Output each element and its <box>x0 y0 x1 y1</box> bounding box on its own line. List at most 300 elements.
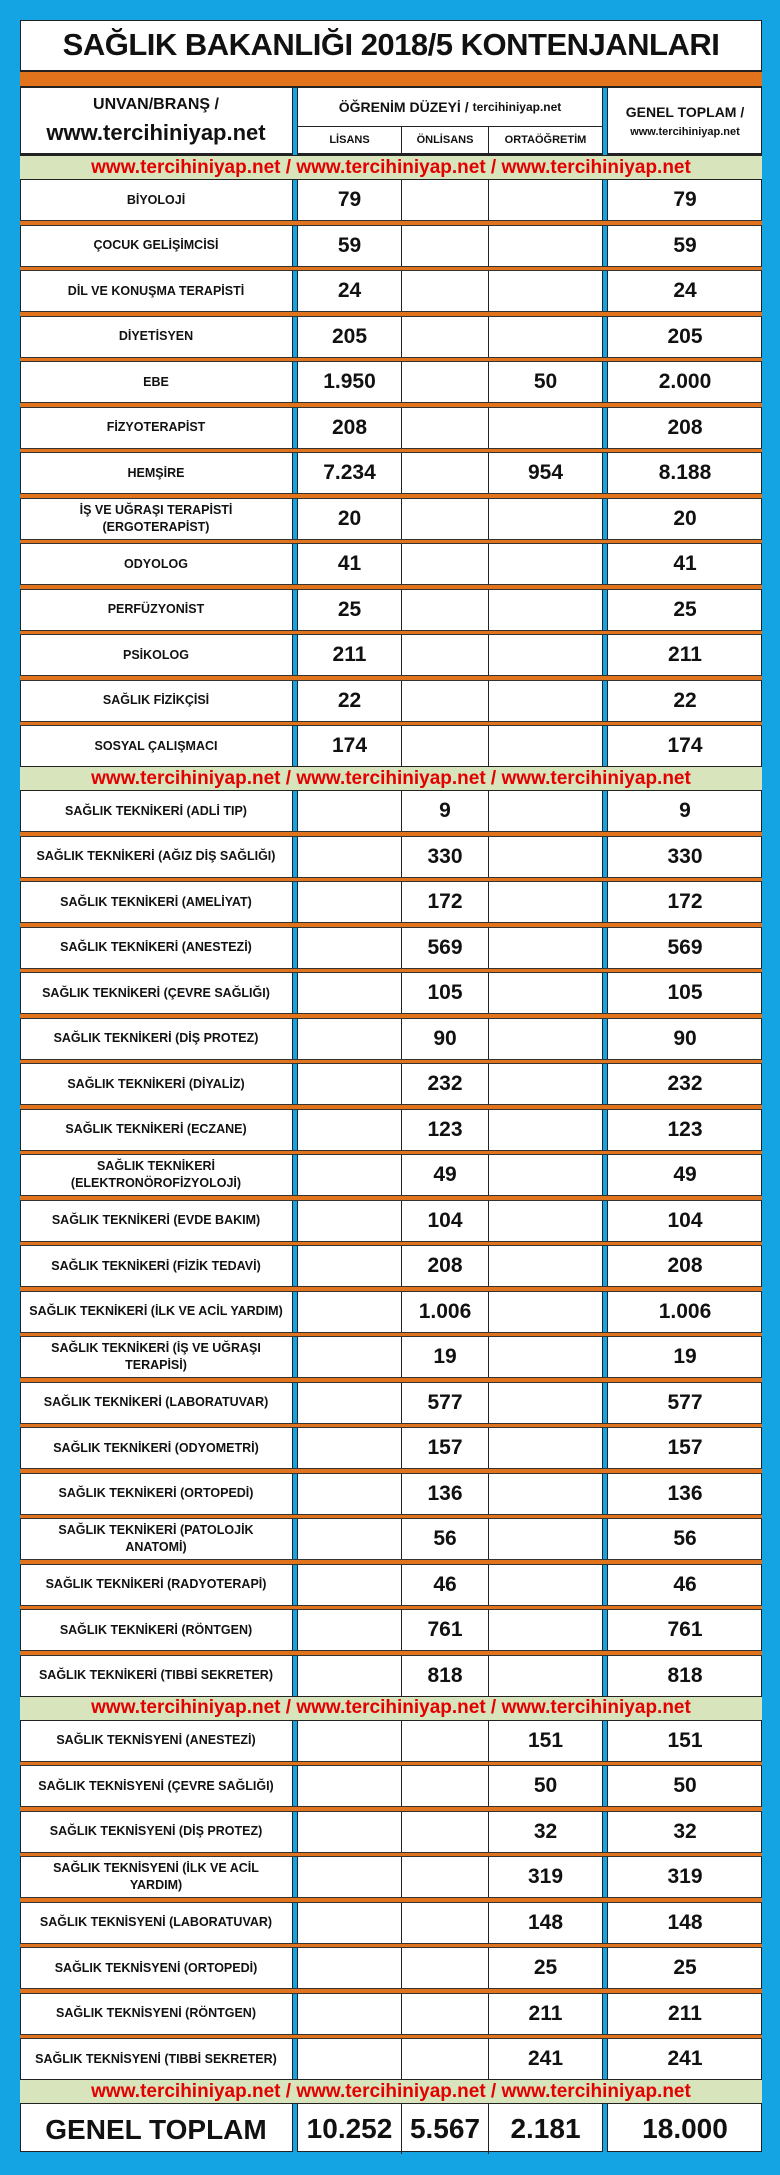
cell-ortaogretim <box>489 180 602 220</box>
site-banner: www.tercihiniyap.net / www.tercihiniyap.net / www.tercihiniyap.net <box>20 155 762 180</box>
table-row <box>20 1019 762 1059</box>
header-ortaogretim: ORTAÖĞRETİM <box>504 133 587 146</box>
table-row <box>20 1721 762 1761</box>
row-separator <box>20 675 762 681</box>
row-name: SOSYAL ÇALIŞMACI <box>94 738 218 753</box>
row-separator <box>20 493 762 499</box>
cell-genel-toplam: 25 <box>673 1956 697 1979</box>
row-separator <box>20 1806 762 1812</box>
cell-genel-toplam: 319 <box>667 1865 703 1888</box>
header-ogrenim-label: ÖĞRENİM DÜZEYİ / <box>338 98 469 115</box>
row-name: İŞ VE UĞRAŞI TERAPİSTİ (ERGOTERAPİST) <box>79 502 233 534</box>
cell-ortaogretim <box>489 1474 602 1514</box>
cell-ortaogretim <box>489 499 602 539</box>
table-row <box>20 1656 762 1696</box>
row-separator <box>20 402 762 408</box>
cell-ortaogretim <box>489 408 602 448</box>
row-name: SAĞLIK TEKNİKERİ (ECZANE) <box>65 1122 247 1136</box>
cell-onlisans: 105 <box>402 973 489 1013</box>
header-unvan <box>20 88 292 155</box>
cell-genel-toplam: 104 <box>667 1208 703 1232</box>
row-name: PSİKOLOG <box>123 647 189 662</box>
cell-lisans <box>298 1474 402 1514</box>
cell-genel-toplam: 2.000 <box>658 370 712 393</box>
cell-lisans <box>298 882 402 922</box>
cell-genel-toplam: 136 <box>667 1481 703 1505</box>
table-row <box>20 544 762 584</box>
cell-lisans: 10.252 <box>298 2104 402 2154</box>
cell-lisans: 25 <box>298 590 402 630</box>
cell-ortaogretim: 954 <box>527 461 564 484</box>
row-separator <box>20 539 762 545</box>
cell-lisans <box>298 1201 402 1241</box>
row-separator <box>20 1195 762 1201</box>
cell-ortaogretim <box>489 1337 602 1377</box>
cell-onlisans <box>402 408 489 448</box>
cell-ortaogretim <box>489 271 602 311</box>
cell-onlisans <box>402 271 489 311</box>
row-name: SAĞLIK TEKNİKERİ (RADYOTERAPİ) <box>45 1577 267 1591</box>
cell-onlisans: 136 <box>402 1474 489 1514</box>
table-row <box>20 317 762 357</box>
cell-ortaogretim: 319 <box>527 1865 564 1888</box>
cell-lisans <box>298 2039 402 2079</box>
row-name: SAĞLIK TEKNİSYENİ (ORTOPEDİ) <box>54 1960 258 1975</box>
row-name: SAĞLIK TEKNİKERİ (PATOLOJİK ANATOMİ) <box>58 1523 254 1554</box>
cell-ortaogretim: 2.181 <box>510 2113 581 2144</box>
row-separator <box>20 1423 762 1429</box>
cell-lisans <box>298 1292 402 1332</box>
row-separator <box>20 1605 762 1611</box>
cell-lisans <box>298 1337 402 1377</box>
cell-lisans <box>298 1721 402 1761</box>
cell-ortaogretim <box>489 1019 602 1059</box>
cell-lisans <box>298 1948 402 1988</box>
cell-ortaogretim: 50 <box>533 1774 558 1797</box>
row-name: SAĞLIK TEKNİKERİ (TIBBİ SEKRETER) <box>38 1668 274 1682</box>
cell-genel-toplam: 50 <box>673 1774 697 1797</box>
row-name: FİZYOTERAPİST <box>106 420 206 434</box>
table-row <box>20 1110 762 1150</box>
cell-ortaogretim <box>489 1428 602 1468</box>
cell-onlisans: 49 <box>402 1155 489 1195</box>
cell-lisans <box>298 1656 402 1696</box>
table-row <box>20 1064 762 1104</box>
cell-lisans: 205 <box>298 317 402 357</box>
table-row <box>20 1519 762 1559</box>
cell-lisans <box>298 1857 402 1897</box>
cell-lisans: 1.950 <box>298 362 402 402</box>
cell-lisans <box>298 837 402 877</box>
title-divider <box>20 72 762 88</box>
cell-ortaogretim <box>489 837 602 877</box>
table-row <box>20 973 762 1013</box>
cell-onlisans <box>402 317 489 357</box>
header-onlisans: ÖNLİSANS <box>402 127 489 153</box>
table-row <box>20 180 762 220</box>
table-row <box>20 837 762 877</box>
cell-lisans: 20 <box>298 499 402 539</box>
cell-genel-toplam: 174 <box>667 734 703 757</box>
row-name: ÇOCUK GELİŞİMCİSİ <box>93 238 219 252</box>
cell-ortaogretim <box>489 544 602 584</box>
row-separator <box>20 311 762 317</box>
cell-genel-toplam: 8.188 <box>658 461 712 484</box>
cell-onlisans <box>402 180 489 220</box>
cell-genel-toplam: 148 <box>667 1910 703 1934</box>
table-row <box>20 1337 762 1377</box>
cell-ortaogretim <box>489 1292 602 1332</box>
cell-genel-toplam: 22 <box>673 688 697 712</box>
cell-ortaogretim <box>489 1565 602 1605</box>
row-separator <box>20 831 762 837</box>
table-row <box>20 1812 762 1852</box>
row-name: SAĞLIK TEKNİKERİ (DİŞ PROTEZ) <box>53 1031 259 1045</box>
cell-lisans: 59 <box>298 226 402 266</box>
row-name: SAĞLIK TEKNİKERİ (AĞIZ DİŞ SAĞLIĞI) <box>36 849 276 863</box>
cell-onlisans: 19 <box>402 1337 489 1377</box>
table-row <box>20 1903 762 1943</box>
table-row <box>20 791 762 831</box>
row-separator <box>20 1559 762 1565</box>
header-lisans: LİSANS <box>298 127 402 153</box>
cell-onlisans <box>402 226 489 266</box>
cell-lisans <box>298 1519 402 1559</box>
cell-genel-toplam: 56 <box>673 1527 697 1550</box>
total-row <box>20 2104 762 2154</box>
table-row <box>20 1857 762 1897</box>
page-title: SAĞLIK BAKANLIĞI 2018/5 KONTENJANLARI <box>20 20 762 72</box>
row-separator <box>20 1468 762 1474</box>
header-genel-label: GENEL TOPLAM / <box>625 103 745 120</box>
cell-genel-toplam: 25 <box>673 597 697 621</box>
cell-lisans <box>298 1994 402 2034</box>
row-separator <box>20 1650 762 1656</box>
cell-genel-toplam: 330 <box>667 844 703 868</box>
cell-ortaogretim <box>489 1110 602 1150</box>
table-row <box>20 1383 762 1423</box>
row-separator <box>20 922 762 928</box>
cell-genel-toplam: 1.006 <box>658 1299 712 1323</box>
row-separator <box>20 1988 762 1994</box>
table-row <box>20 590 762 630</box>
cell-lisans: 41 <box>298 544 402 584</box>
table-row <box>20 1428 762 1468</box>
cell-onlisans: 330 <box>402 837 489 877</box>
cell-onlisans: 761 <box>402 1610 489 1650</box>
header-ogrenim-title <box>298 88 602 127</box>
cell-lisans <box>298 1812 402 1852</box>
row-name: SAĞLIK TEKNİSYENİ (TIBBİ SEKRETER) <box>35 2051 277 2066</box>
cell-onlisans: 157 <box>402 1428 489 1468</box>
table-row <box>20 1201 762 1241</box>
column-divider <box>292 88 298 2152</box>
cell-genel-toplam: 79 <box>673 188 697 211</box>
row-separator <box>20 1104 762 1110</box>
cell-genel-toplam: 46 <box>673 1572 697 1596</box>
table-row <box>20 882 762 922</box>
row-name: SAĞLIK TEKNİKERİ (ADLİ TIP) <box>65 803 247 818</box>
table-row <box>20 635 762 675</box>
table-row <box>20 1766 762 1806</box>
cell-lisans <box>298 1155 402 1195</box>
cell-genel-toplam: 9 <box>679 799 691 822</box>
table-row <box>20 1610 762 1650</box>
cell-onlisans <box>402 499 489 539</box>
cell-genel-toplam: 123 <box>667 1117 703 1141</box>
row-name: GENEL TOPLAM <box>45 2113 267 2145</box>
cell-lisans: 24 <box>298 271 402 311</box>
cell-lisans <box>298 791 402 831</box>
cell-onlisans <box>402 681 489 721</box>
cell-onlisans: 46 <box>402 1565 489 1605</box>
cell-ortaogretim <box>489 791 602 831</box>
cell-onlisans: 818 <box>402 1656 489 1696</box>
cell-genel-toplam: 232 <box>667 1072 703 1095</box>
cell-onlisans <box>402 1721 489 1761</box>
cell-ortaogretim <box>489 226 602 266</box>
cell-genel-toplam: 172 <box>667 890 703 913</box>
cell-genel-toplam: 41 <box>673 552 697 575</box>
cell-ortaogretim <box>489 882 602 922</box>
cell-onlisans: 104 <box>402 1201 489 1241</box>
cell-genel-toplam: 569 <box>667 935 703 959</box>
row-name: EBE <box>143 374 169 389</box>
row-separator <box>20 1943 762 1949</box>
row-name: SAĞLIK TEKNİSYENİ (DİŞ PROTEZ) <box>49 1824 263 1838</box>
row-name: SAĞLIK TEKNİKERİ (DİYALİZ) <box>67 1076 245 1091</box>
row-name: SAĞLIK TEKNİKERİ (EVDE BAKIM) <box>51 1213 261 1227</box>
row-separator <box>20 448 762 454</box>
row-separator <box>20 1286 762 1292</box>
cell-onlisans: 172 <box>402 882 489 922</box>
cell-lisans: 79 <box>298 180 402 220</box>
row-name: SAĞLIK TEKNİKERİ (ELEKTRONÖROFİZYOLOJİ) <box>70 1159 242 1190</box>
row-separator <box>20 1332 762 1338</box>
table-row <box>20 271 762 311</box>
cell-lisans <box>298 1383 402 1423</box>
cell-onlisans <box>402 726 489 766</box>
cell-genel-toplam: 151 <box>667 1728 703 1752</box>
cell-lisans <box>298 1428 402 1468</box>
cell-onlisans: 208 <box>402 1246 489 1286</box>
cell-lisans <box>298 1064 402 1104</box>
cell-lisans: 22 <box>298 681 402 721</box>
cell-genel-toplam: 208 <box>667 1254 703 1277</box>
cell-onlisans: 569 <box>402 928 489 968</box>
row-separator <box>20 220 762 226</box>
cell-lisans <box>298 1766 402 1806</box>
cell-onlisans: 90 <box>402 1019 489 1059</box>
row-name: ODYOLOG <box>124 556 188 571</box>
cell-lisans <box>298 1610 402 1650</box>
row-separator <box>20 1377 762 1383</box>
row-name: SAĞLIK TEKNİKERİ (RÖNTGEN) <box>59 1622 253 1637</box>
cell-onlisans <box>402 544 489 584</box>
cell-ortaogretim <box>489 317 602 357</box>
header-unvan-label: UNVAN/BRANŞ / <box>93 95 219 113</box>
cell-ortaogretim <box>489 590 602 630</box>
cell-onlisans <box>402 635 489 675</box>
cell-ortaogretim <box>489 1246 602 1286</box>
cell-genel-toplam: 105 <box>667 981 703 1004</box>
cell-ortaogretim <box>489 973 602 1013</box>
cell-ortaogretim <box>489 635 602 675</box>
row-name: SAĞLIK TEKNİSYENİ (ANESTEZİ) <box>56 1733 256 1747</box>
row-name: SAĞLIK TEKNİKERİ (ODYOMETRİ) <box>53 1440 259 1455</box>
cell-lisans: 174 <box>298 726 402 766</box>
cell-ortaogretim: 50 <box>533 370 558 393</box>
cell-ortaogretim: 211 <box>528 2001 563 2025</box>
cell-genel-toplam: 59 <box>673 233 697 257</box>
row-separator <box>20 584 762 590</box>
row-name: SAĞLIK TEKNİSYENİ (ÇEVRE SAĞLIĞI) <box>38 1778 274 1793</box>
row-name: SAĞLIK TEKNİKERİ (LABORATUVAR) <box>43 1395 269 1409</box>
cell-genel-toplam: 20 <box>673 506 697 530</box>
cell-ortaogretim <box>489 726 602 766</box>
table-row <box>20 1948 762 1988</box>
table-row <box>20 453 762 493</box>
table-row <box>20 1292 762 1332</box>
row-name: SAĞLIK TEKNİKERİ (FİZİK TEDAVİ) <box>51 1258 261 1273</box>
table-row <box>20 726 762 766</box>
row-separator <box>20 1241 762 1247</box>
cell-onlisans <box>402 362 489 402</box>
row-name: PERFÜZYONİST <box>107 602 205 616</box>
row-name: SAĞLIK TEKNİKERİ (İLK VE ACİL YARDIM) <box>29 1304 283 1318</box>
table-row <box>20 1565 762 1605</box>
row-name: SAĞLIK TEKNİKERİ (İŞ VE UĞRAŞI TERAPİSİ) <box>51 1341 261 1372</box>
cell-genel-toplam: 24 <box>673 279 697 302</box>
cell-onlisans <box>402 1766 489 1806</box>
cell-onlisans <box>402 1948 489 1988</box>
cell-onlisans: 5.567 <box>402 2104 489 2154</box>
cell-onlisans <box>402 1857 489 1897</box>
row-name: DİL VE KONUŞMA TERAPİSTİ <box>67 283 245 298</box>
cell-ortaogretim <box>489 1519 602 1559</box>
row-separator <box>20 2034 762 2040</box>
cell-genel-toplam: 241 <box>667 2047 703 2070</box>
row-name: SAĞLIK FİZİKÇİSİ <box>102 693 210 707</box>
row-separator <box>20 1059 762 1065</box>
table-row <box>20 1155 762 1195</box>
table-row <box>20 362 762 402</box>
cell-onlisans <box>402 590 489 630</box>
cell-ortaogretim <box>489 1155 602 1195</box>
header-genel-toplam <box>608 88 762 155</box>
site-banner: www.tercihiniyap.net / www.tercihiniyap.net / www.tercihiniyap.net <box>20 1696 762 1721</box>
cell-lisans: 7.234 <box>298 453 402 493</box>
cell-lisans <box>298 1110 402 1150</box>
row-name: SAĞLIK TEKNİKERİ (ÇEVRE SAĞLIĞI) <box>42 985 270 1000</box>
cell-genel-toplam: 205 <box>667 324 703 348</box>
cell-onlisans: 56 <box>402 1519 489 1559</box>
header-ogrenim-site: tercihiniyap.net <box>472 99 562 114</box>
cell-onlisans: 123 <box>402 1110 489 1150</box>
table-row <box>20 928 762 968</box>
cell-genel-toplam: 90 <box>673 1026 697 1050</box>
row-name: SAĞLIK TEKNİKERİ (AMELİYAT) <box>60 894 252 909</box>
table-row <box>20 499 762 539</box>
site-banner: www.tercihiniyap.net / www.tercihiniyap.net / www.tercihiniyap.net <box>20 2079 762 2104</box>
cell-genel-toplam: 761 <box>667 1618 703 1641</box>
cell-ortaogretim: 241 <box>527 2047 564 2070</box>
table-row <box>20 681 762 721</box>
row-separator <box>20 1852 762 1858</box>
site-banner: www.tercihiniyap.net / www.tercihiniyap.net / www.tercihiniyap.net <box>20 766 762 791</box>
cell-genel-toplam: 208 <box>667 415 703 439</box>
row-name: SAĞLIK TEKNİSYENİ (LABORATUVAR) <box>39 1915 273 1929</box>
cell-genel-toplam: 32 <box>673 1819 697 1843</box>
cell-ortaogretim <box>489 681 602 721</box>
header-genel-site: www.tercihiniyap.net <box>630 125 740 138</box>
cell-genel-toplam: 49 <box>673 1163 697 1186</box>
row-separator <box>20 1013 762 1019</box>
header-ogrenim <box>298 88 602 155</box>
cell-lisans <box>298 1903 402 1943</box>
cell-onlisans <box>402 1903 489 1943</box>
table-row <box>20 1474 762 1514</box>
row-name: DİYETİSYEN <box>118 329 194 343</box>
cell-onlisans <box>402 2039 489 2079</box>
table-row <box>20 408 762 448</box>
cell-onlisans: 232 <box>402 1064 489 1104</box>
row-separator <box>20 266 762 272</box>
cell-genel-toplam: 211 <box>668 643 702 666</box>
cell-ortaogretim <box>489 1201 602 1241</box>
row-separator <box>20 1514 762 1520</box>
row-separator <box>20 1897 762 1903</box>
cell-ortaogretim: 32 <box>533 1819 558 1843</box>
cell-onlisans: 9 <box>402 791 489 831</box>
row-name: SAĞLIK TEKNİKERİ (ORTOPEDİ) <box>58 1486 254 1500</box>
header-site: www.tercihiniyap.net <box>46 119 266 145</box>
cell-lisans: 211 <box>298 635 402 675</box>
table-row <box>20 2039 762 2079</box>
row-name: SAĞLIK TEKNİKERİ (ANESTEZİ) <box>60 940 252 954</box>
cell-ortaogretim <box>489 1064 602 1104</box>
cell-lisans <box>298 1019 402 1059</box>
cell-lisans: 208 <box>298 408 402 448</box>
cell-ortaogretim <box>489 1656 602 1696</box>
cell-ortaogretim: 148 <box>527 1910 564 1934</box>
row-separator <box>20 357 762 363</box>
cell-genel-toplam: 818 <box>667 1663 703 1687</box>
cell-genel-toplam: 577 <box>667 1390 703 1414</box>
row-separator <box>20 968 762 974</box>
cell-genel-toplam: 19 <box>673 1345 697 1368</box>
row-name: HEMŞİRE <box>127 465 185 480</box>
cell-onlisans: 577 <box>402 1383 489 1423</box>
cell-genel-toplam: 157 <box>667 1436 703 1459</box>
table-row <box>20 226 762 266</box>
table-row <box>20 1994 762 2034</box>
column-divider <box>602 88 608 2152</box>
cell-ortaogretim <box>489 1383 602 1423</box>
cell-lisans <box>298 1565 402 1605</box>
row-separator <box>20 1150 762 1156</box>
cell-onlisans <box>402 453 489 493</box>
row-separator <box>20 877 762 883</box>
row-separator <box>20 721 762 727</box>
cell-lisans <box>298 928 402 968</box>
row-name: SAĞLIK TEKNİSYENİ (RÖNTGEN) <box>55 2006 256 2020</box>
table-row <box>20 1246 762 1286</box>
row-name: BİYOLOJİ <box>126 192 186 207</box>
cell-ortaogretim: 25 <box>533 1956 558 1979</box>
row-separator <box>20 1761 762 1767</box>
cell-genel-toplam: 18.000 <box>642 2113 728 2144</box>
